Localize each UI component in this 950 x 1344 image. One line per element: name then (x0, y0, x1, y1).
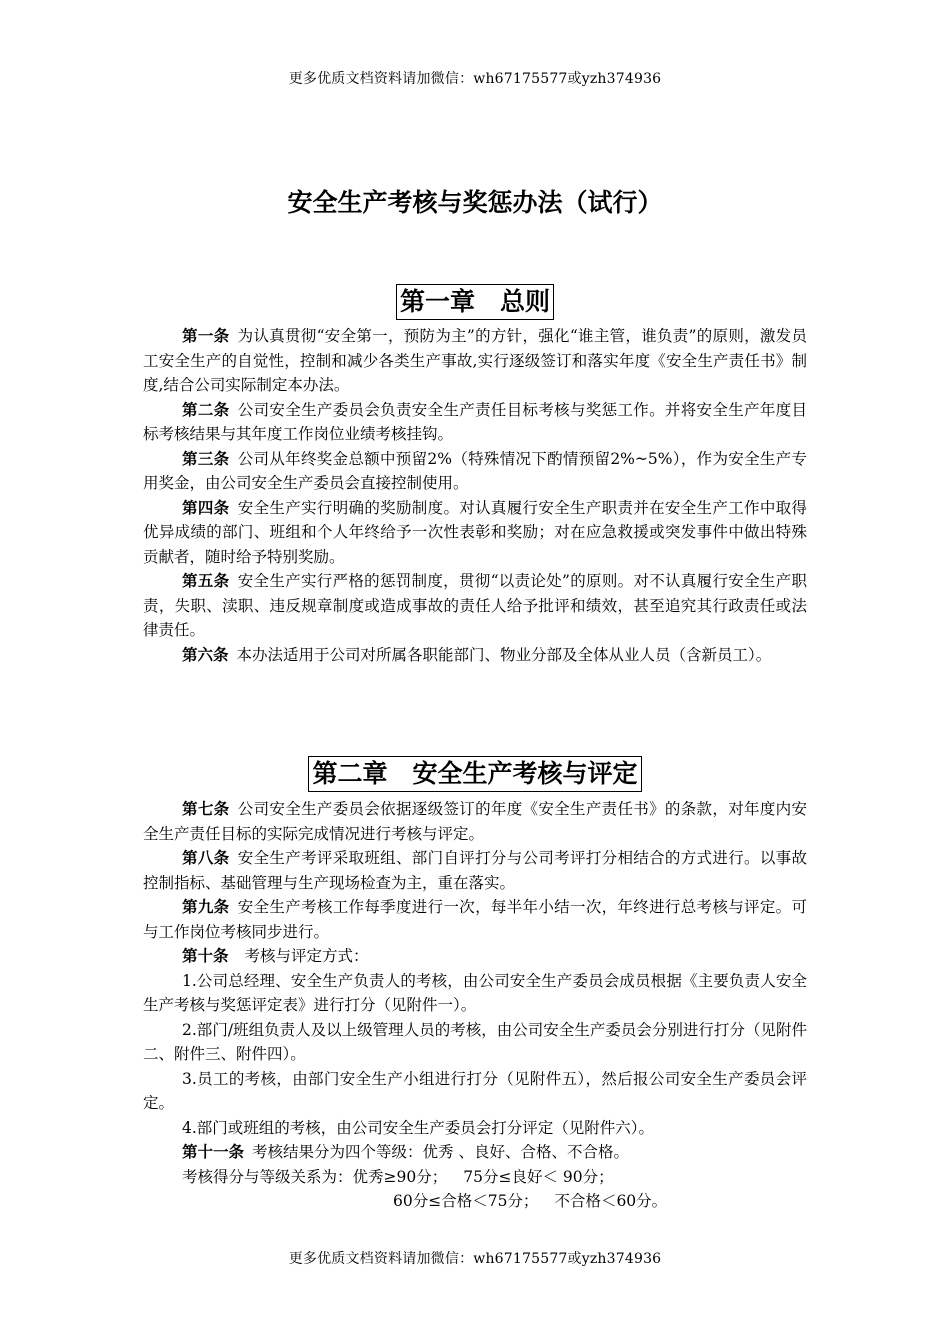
article-8 (143, 846, 807, 895)
article-text: 安全生产考评采取班组、部门自评打分与公司考评打分相结合的方式进行。以事故控制指标、基础管理与生产现场检查为主，重在落实。 (143, 849, 807, 892)
article-text: 公司安全生产委员会负责安全生产责任目标考核与奖惩工作。并将安全生产年度目标考核结果与其年度工作岗位业绩考核挂钩。 (143, 400, 807, 443)
page-footer: 更多优质文档资料请加微信：wh67175577或yzh374936 (288, 1251, 662, 1267)
chapter-1-heading-wrap (0, 284, 950, 320)
article-label: 第四条 (182, 498, 230, 517)
article-label: 第五条 (182, 572, 230, 590)
chapter-1-heading: 第一章 总则 (396, 284, 554, 320)
list-item: 2.部门/班组负责人及以上级管理人员的考核，由公司安全生产委员会分别进行打分（见附件二、附件三、附件四）。 (143, 1020, 807, 1063)
article-text: 考核与评定方式： (244, 947, 369, 965)
list-item: 4.部门或班组的考核，由公司安全生产委员会打分评定（见附件六）。 (182, 1118, 655, 1137)
article-label: 第八条 (182, 849, 230, 867)
article-text: 安全生产考核工作每季度进行一次，每半年小结一次，年终进行总考核与评定。可与工作岗位考核同步进行。 (143, 898, 807, 941)
article-7 (143, 797, 807, 846)
article-text: 为认真贯彻“安全第一，预防为主”的方针，强化“谁主管，谁负责”的原则，激发员工安全生产的自觉性，控制和减少各类生产事故,实行逐级签订和落实年度《安全生产责任书》制度,结合公司实际制定本办法。 (143, 327, 807, 394)
article-text: 安全生产实行严格的惩罚制度，贯彻“以责论处”的原则。对不认真履行安全生产职责，失职、渎职、违反规章制度或造成事故的责任人给予批评和绩效，甚至追究其行政责任或法律责任。 (143, 572, 807, 639)
article-label: 第十一条 (182, 1143, 245, 1161)
chapter-2-heading-wrap (0, 756, 950, 792)
grade-fail: 不合格＜60分。 (554, 1192, 668, 1210)
list-item: 1.公司总经理、安全生产负责人的考核，由公司安全生产委员会成员根据《主要负责人安全生产考核与奖惩评定表》进行打分（见附件一）。 (143, 971, 807, 1014)
article-label: 第七条 (182, 800, 230, 818)
article-11 (143, 1140, 807, 1165)
grade-good: 75分≤良好＜ 90分； (463, 1167, 614, 1186)
page-header: 更多优质文档资料请加微信：wh67175577或yzh374936 (288, 71, 662, 87)
grade-intro: 考核得分与等级关系为： (182, 1167, 353, 1186)
grade-row-2 (143, 1189, 807, 1214)
chapter-2-body (143, 797, 807, 1214)
article-2 (143, 398, 807, 447)
article-text: 公司安全生产委员会依据逐级签订的年度《安全生产责任书》的条款，对年度内安全生产责任目标的实际完成情况进行考核与评定。 (143, 800, 807, 843)
article-4 (143, 496, 807, 570)
article-label: 第三条 (182, 449, 230, 468)
chapter-1-body (143, 324, 807, 667)
chapter-2-heading: 第二章 安全生产考核与评定 (308, 756, 641, 792)
grade-excellent: 优秀≥90分； (352, 1167, 448, 1186)
article-3 (143, 447, 807, 496)
article-5 (143, 569, 807, 643)
article-label: 第六条 (182, 645, 229, 664)
article-label: 第一条 (182, 327, 230, 345)
article-text: 考核结果分为四个等级：优秀 、良好、合格、不合格。 (252, 1143, 629, 1161)
article-label: 第九条 (182, 898, 230, 916)
article-9 (143, 895, 807, 944)
article-1 (143, 324, 807, 398)
article-label: 第十条 (182, 947, 229, 965)
article-text: 安全生产实行明确的奖励制度。对认真履行安全生产职责并在安全生产工作中取得优异成绩的部门、班组和个人年终给予一次性表彰和奖励；对在应急救援或突发事件中做出特殊贡献者，随时给予特别奖励。 (143, 498, 807, 566)
article-label: 第二条 (182, 400, 230, 419)
article-10 (143, 944, 807, 969)
article-text: 本办法适用于公司对所属各职能部门、物业分部及全体从业人员（含新员工）。 (236, 645, 772, 664)
list-item: 3.员工的考核，由部门安全生产小组进行打分（见附件五），然后报公司安全生产委员会评定。 (143, 1069, 807, 1112)
document-title: 安全生产考核与奖惩办法（试行） (287, 188, 663, 217)
article-6 (143, 643, 807, 668)
grade-row-1 (143, 1165, 807, 1190)
article-text: 公司从年终奖金总额中预留2%（特殊情况下酌情预留2%~5%），作为安全生产专用奖金，由公司安全生产委员会直接控制使用。 (143, 449, 807, 492)
grade-pass: 60分≤合格＜75分； (393, 1192, 539, 1210)
